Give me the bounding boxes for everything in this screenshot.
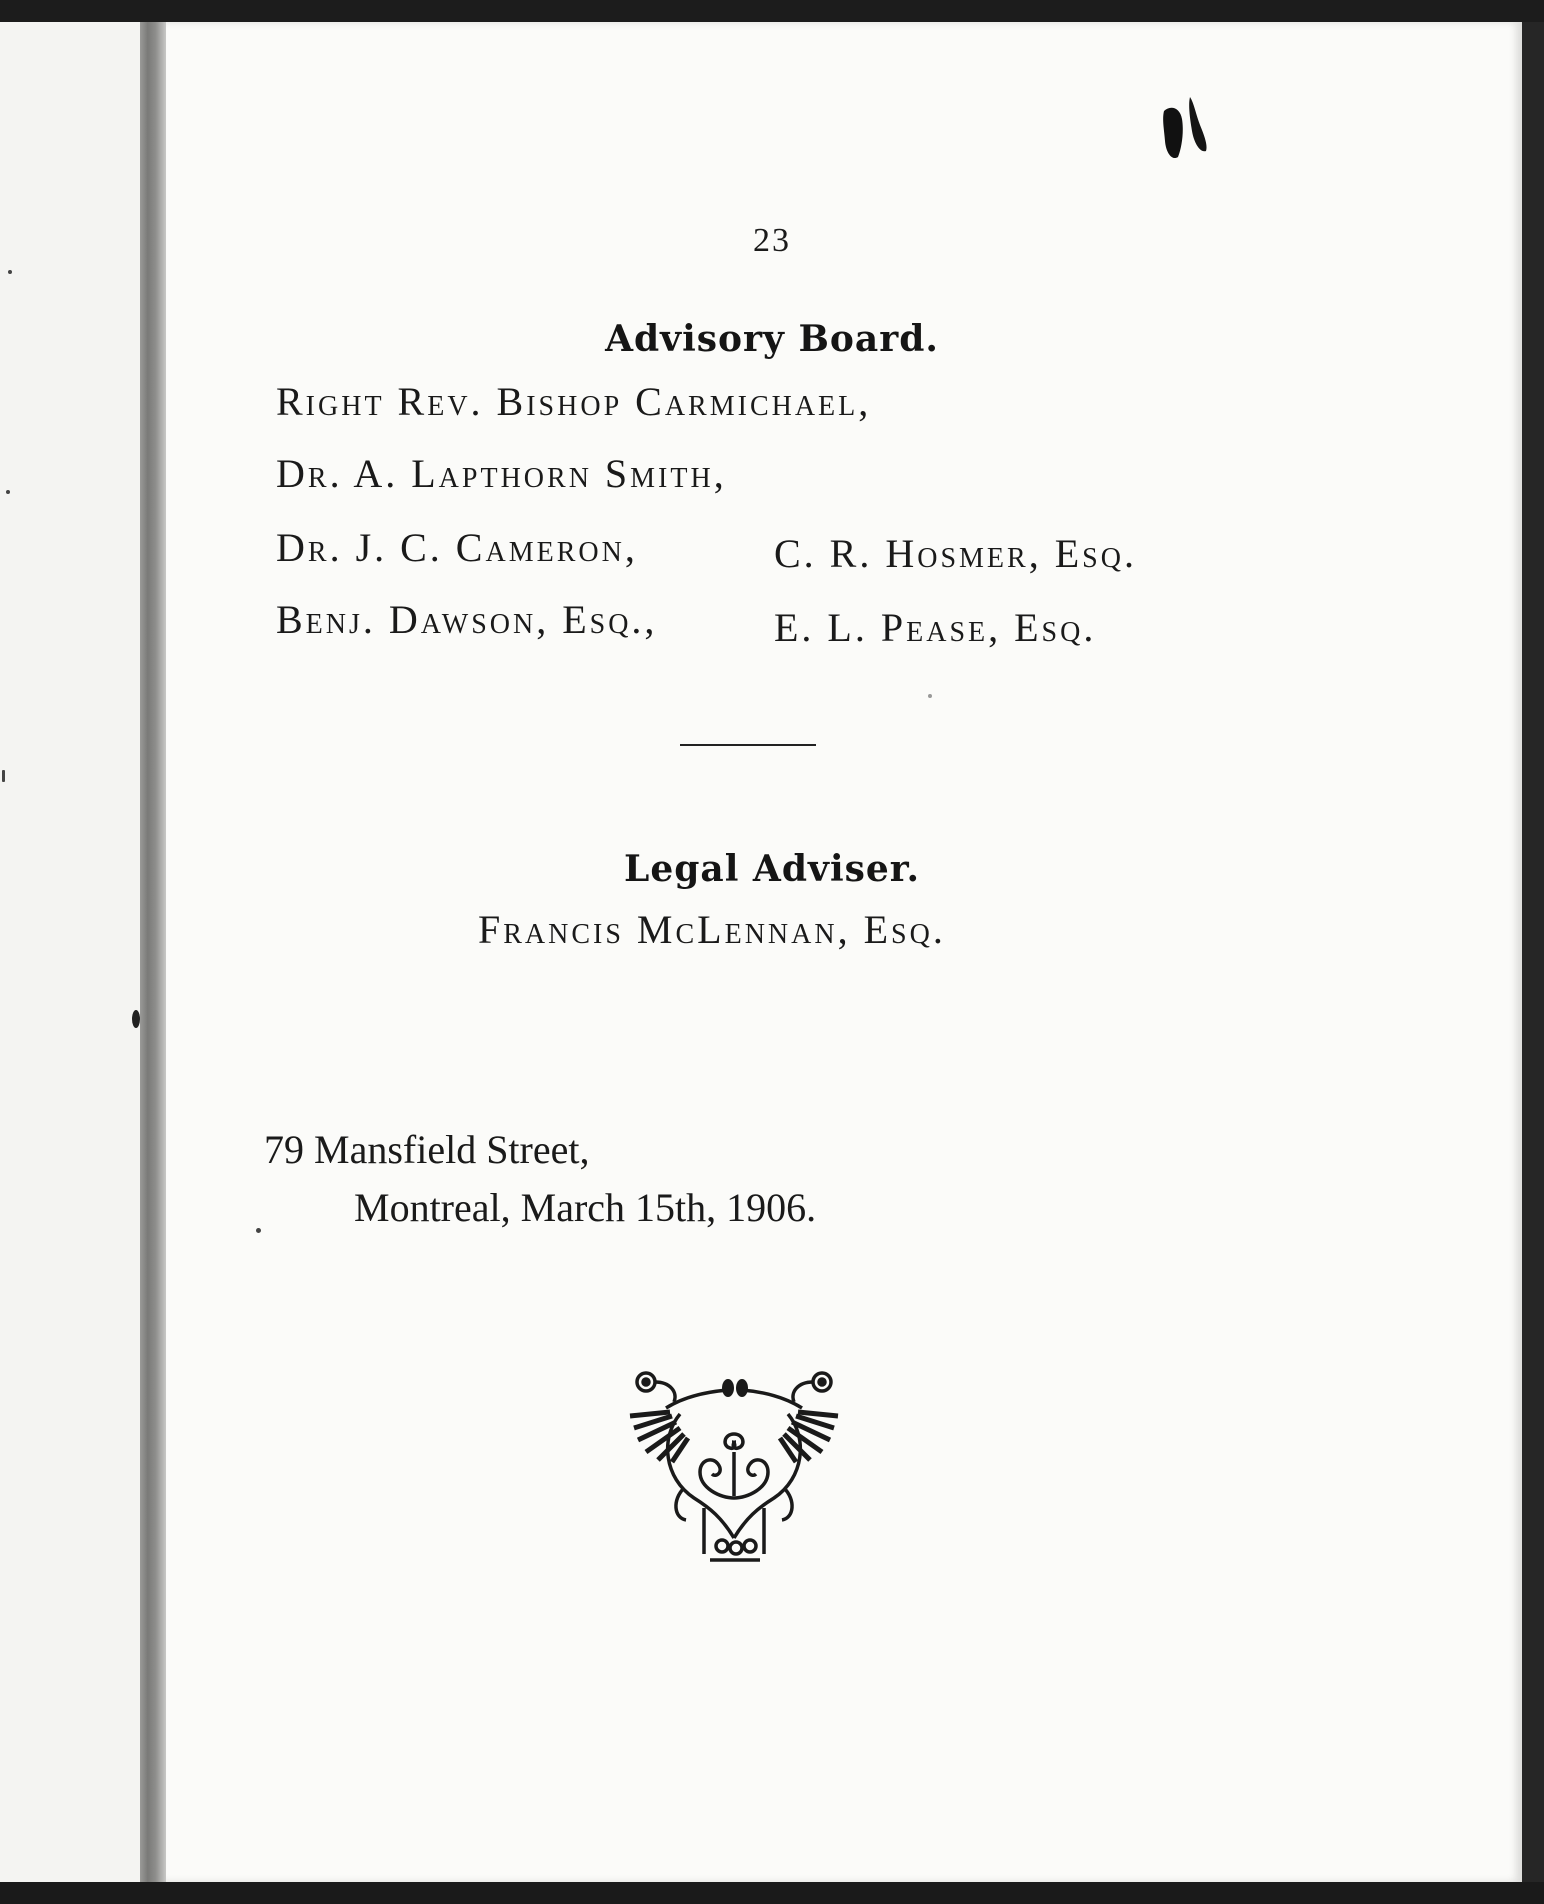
ink-mark-icon <box>1160 95 1220 175</box>
speck <box>132 1010 140 1028</box>
section-divider <box>680 744 816 746</box>
speck <box>928 694 932 698</box>
left-page <box>0 22 140 1882</box>
speck <box>8 270 12 274</box>
speck <box>6 490 10 494</box>
page-number: 23 <box>753 222 791 259</box>
floral-scroll-ornament-icon <box>624 1368 844 1568</box>
page-edge <box>1522 22 1544 1904</box>
book-gutter <box>140 22 166 1882</box>
legal-adviser-name: Francis McLennan, Esq. <box>478 907 946 952</box>
address-line-street: 79 Mansfield Street, <box>264 1127 590 1172</box>
speck <box>256 1228 261 1233</box>
board-member: E. L. Pease, Esq. <box>774 605 1097 650</box>
address-line-city-date: Montreal, March 15th, 1906. <box>354 1185 817 1230</box>
speck <box>2 770 5 782</box>
board-member: Benj. Dawson, Esq., <box>276 597 658 642</box>
advisory-board-heading: Advisory Board. <box>605 318 939 360</box>
board-member: Right Rev. Bishop Carmichael, <box>276 379 872 424</box>
legal-adviser-heading: Legal Adviser. <box>624 848 920 890</box>
board-member: Dr. J. C. Cameron, <box>276 525 638 570</box>
board-member: Dr. A. Lapthorn Smith, <box>276 451 727 496</box>
board-member: C. R. Hosmer, Esq. <box>774 531 1137 576</box>
bottom-edge <box>0 1882 1544 1904</box>
